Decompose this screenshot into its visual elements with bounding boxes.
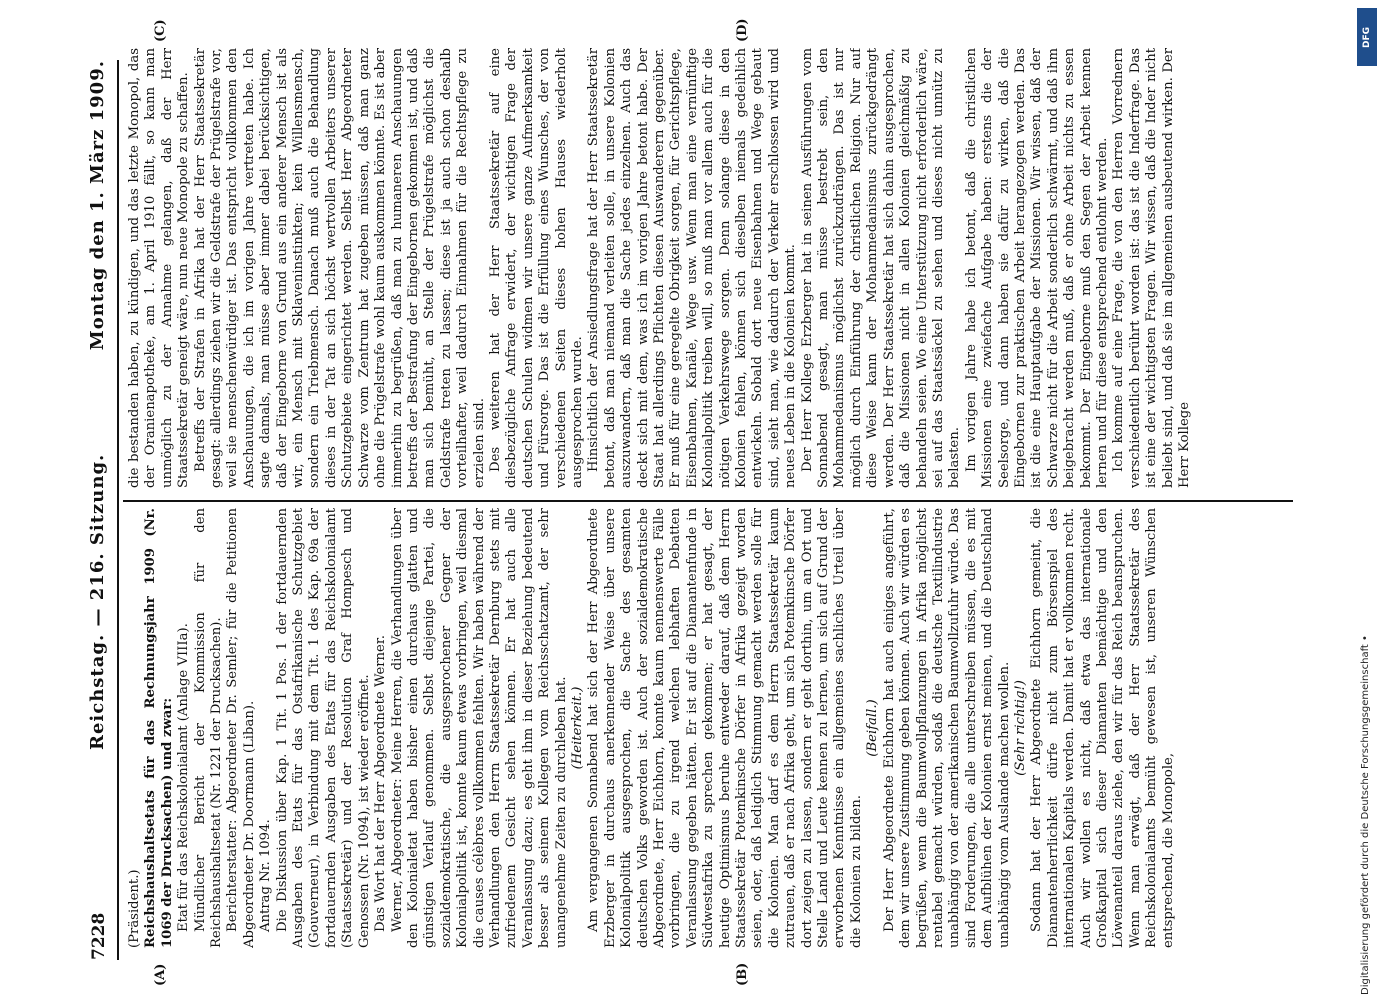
paragraph: Reichshaushaltsetats für das Rechnungsjahr 1909 (Nr. 1069 der Drucksachen) und zwar: <box>143 508 175 948</box>
paragraph: Das Wort hat der Herr Abgeordnete Werner. <box>373 635 389 932</box>
paragraph: Im vorigen Jahre habe ich betont, daß die christlichen Missionen eine zwiefache Aufgabe haben: erstens die der Seelsorge, und dann haben sie dafür zu wirken, daß die Eingebornen zur praktischen Arbeit herangezogen werden. Das ist die eine Hauptaufgabe der Missionen. Wir wissen, daß der Schwarze nicht für die Arbeit sonderlich schwärmt, und daß ihm beigebracht werden muß, daß er ohne Arbeit nichts zu essen bekommt. Der Eingeborne muß den Segen der Arbeit kennen lernen und für diese entsprechend entlohnt werden. <box>963 48 1110 488</box>
header-rule <box>117 60 119 960</box>
right-column <box>127 48 1297 488</box>
document-page <box>45 0 1345 1000</box>
margin-mark-d: (D) <box>735 18 750 42</box>
paragraph: Hinsichtlich der Ansiedlungsfrage hat der Herr Staatssekretär betont, daß man niemand verleiten solle, in unsere Kolonien auszuwandern, daß man die Sache jedes einzelnen. Auch das deckt sich mit dem, was ich im vorigen Jahre betont habe. Der Staat hat allerdings Pflichten diesen Auswanderern gegenüber. Er muß für eine geregelte Obrigkeit sorgen, für Gerichtspflege, Eisenbahnen, Kanäle, Wege usw. Wenn man eine vernünftige Kolonialpolitik treiben will, so muß man vor allem auch für die nötigen Verkehrswege sorgen. Denn solange diese in den Kolonien fehlen, können sich dieselben niemals gedeihlich entwickeln. Sobald dort neue Eisenbahnen und Wege gebaut sind, sieht man, wie dadurch der Verkehr erschlossen wird und neues Leben in die Kolonien kommt. <box>586 48 799 488</box>
dfg-logo: DFG <box>1357 8 1377 66</box>
paragraph: Am vergangenen Sonnabend hat sich der Herr Abgeordnete Erzberger in durchaus anerkennender Weise über unsere Kolonialpolitik ausgesprochen, die Sache des gesamten deutschen Volks geworden ist. Auch der sozialdemokratische Abgeordnete, Herr Eichhorn, konnte kaum nennenswerte Fälle vorbringen, die zu irgend welchen lebhaften Debatten Veranlassung gegeben hätten. Er ist auf die Diamantenfunde in Südwestafrika zu sprechen gekommen; er hat gesagt, der heutige Optimismus beruhe entweder darauf, daß dem Herrn Staatssekretär Potemkinsche Dörfer in Afrika gezeigt worden seien, oder, daß lediglich Stimmung gemacht werden solle für die Kolonien. Man darf es dem Herrn Staatssekretär kaum zutrauen, daß er nach Afrika geht, um sich Potemkinsche Dörfer dort zeigen zu lassen, sondern er geht dorthin, um an Ort und Stelle Land und Leute kennen zu lernen, um sich auf Grund der erworbenen Kenntnisse ein allgemeines sachliches Urteil über die Kolonien zu bilden. <box>586 508 864 948</box>
paragraph: Sodann hat der Herr Abgeordnete Eichhorn gemeint, die Diamantenherrlichkeit dürfe nicht zum Börsenspiel des internationalen Kapitals werden. Damit hat er vollkommen recht. Auch wir wollen es nicht, daß etwa das internationale Großkapital sich dieser Diamanten bemächtige und den Löwenanteil daraus ziehe, den wir für das Reich beanspruchen. Wenn man erwägt, daß der Herr Staatssekretär des Reichskolonialamts bemüht gewesen ist, unseren Wünschen entsprechend, die Monopole, <box>1029 508 1176 948</box>
running-header <box>85 60 115 960</box>
margin-mark-a: (A) <box>153 963 168 986</box>
paragraph: Mündlicher Bericht der Kommission für den Reichshaushaltsetat (Nr. 1221 der Drucksachen). <box>192 508 225 948</box>
paragraph: Die Diskussion über Kap. 1 Tit. 1 Pos. 1 der fortdauernden Ausgaben des Etats für das Ostafrikanische Schutzgebiet (Gouverneur), in Verbindung mit dem Tit. 1 des Kap. 69a der fortdauernden Ausgaben des Etats für das Reichskolonialamt (Staatssekretär) und der Resolution Graf Hompesch und Genossen (Nr. 1094), ist wieder eröffnet. <box>274 508 372 948</box>
paragraph: Der Herr Abgeordnete Eichhorn hat auch einiges angeführt, dem wir unsere Zustimmung geben können. Auch wir würden es begrüßen, wenn die Baumwollpflanzungen in Afrika möglichst rentabel gemacht würden, sodaß die deutsche Textilindustrie unabhängig von der amerikanischen Baumwollzufuhr würde. Das sind Forderungen, die alle unterschreiben müssen, die es mit dem Aufblühen der Kolonien ernst meinen, und die Deutschland unabhängig vom Auslande machen wollen. <box>881 508 1012 948</box>
paragraph: Etat für das Reichskolonialamt (Anlage VIIIa). <box>176 623 192 932</box>
paragraph: Ich komme auf eine Frage, die von den Herren Vorrednern verschiedentlich berührt worden ist: das ist die Inderfrage. Das ist eine der wichtigsten Fragen. Wir wissen, daß die Inder nicht beliebt sind, und daß sie im allgemeinen ausbeutend wirken. Der Herr Kollege <box>1111 48 1192 488</box>
digitization-credit: Digitalisierung gefördert durch die Deutsche Forschungsgemeinschaft • <box>1360 635 1371 995</box>
speaker-tag: (Präsident.) <box>127 869 142 948</box>
page-number: 7228 <box>89 912 109 960</box>
paragraph: Berichterstatter: Abgeordneter Dr. Semler; für die Petitionen Abgeordneter Dr. Doormann (Liban). <box>225 508 257 948</box>
session-date: Montag den 1. März 1909. <box>87 60 108 351</box>
interjection: (Sehr richtig!) <box>1012 680 1028 776</box>
margin-mark-c: (C) <box>153 19 168 42</box>
left-column <box>127 508 1297 948</box>
paragraph: die bestanden haben, zu kündigen, und das letzte Monopol, das der Oranienapotheke, am 1. April 1910 fällt, so kann man unmöglich zu der Annahme gelangen, daß der Herr Staatssekretär geneigt wäre, nun neue Monopole zu schaffen. <box>127 48 192 488</box>
page-title: Reichstag. — 216. Sitzung. <box>87 453 108 750</box>
paragraph: Antrag Nr. 1094. <box>258 819 274 932</box>
paragraph: Betreffs der Strafen in Afrika hat der Herr Staatssekretär gesagt: allerdings ziehen wir die Geldstrafe der Prügelstrafe vor, weil sie menschenwürdiger ist. Das entspricht vollkommen den Anschauungen, die ich im vorigen Jahre vertreten habe. Ich sagte damals, man müsse aber immer dabei berücksichtigen, daß der Eingeborne von Grund aus ein anderer Mensch ist als wir, ein Mensch mit Sklaveninstinkten; kein Willensmensch, sondern ein Triebmensch. Danach muß auch die Behandlung dieses in der Tat an sich höchst wertvollen Arbeiters unserer Schutzgebiete eingerichtet werden. Selbst Herr Abgeordneter Schwarze vom Zentrum hat zugeben müssen, daß man ganz ohne die Prügelstrafe wohl kaum auskommen könnte. Es ist aber immerhin zu begrüßen, daß man zu humaneren Anschauungen betreffs der Bestrafung der Eingebornen gekommen ist, und daß man sich bemüht, an Stelle der Prügelstrafe möglichst die Geldstrafe treten zu lassen; diese ist ja auch schon deshalb vorteilhafter, weil dadurch Einnahmen für die Rechtspflege zu erzielen sind. <box>192 48 487 488</box>
paragraph: Des weiteren hat der Herr Staatssekretär auf eine diesbezügliche Anfrage erwidert, der wichtigen Frage der deutschen Schulen widmen wir unsere ganze Aufmerksamkeit und Fürsorge. Das ist die Erfüllung eines Wunsches, der von verschiedenen Seiten dieses hohen Hauses wiederholt ausgesprochen wurde. <box>487 48 585 488</box>
interjection: (Beifall.) <box>865 699 881 757</box>
interjection: (Heiterkeit.) <box>569 686 585 770</box>
margin-mark-b: (B) <box>735 962 750 986</box>
paragraph: Werner, Abgeordneter: Meine Herren, die Verhandlungen über den Kolonialetat haben bisher einen durchaus glatten und günstigen Verlauf genommen. Selbst diejenige Partei, die sozialdemokratische, die ausgesprochener Gegner der Kolonialpolitik ist, konnte kaum etwas vorbringen, weil diesmal die causes célèbres vollkommen fehlten. Wir haben während der Verhandlungen den Herrn Staatssekretär Dernburg stets mit zufriedenem Gesicht sehen können. Er hat auch alle Veranlassung dazu; es geht ihm in dieser Beziehung bedeutend besser als seinem Kollegen vom Reichsschatzamt, der sehr unangenehme Zeiten zu durchleben hat. <box>389 508 569 948</box>
paragraph: Der Herr Kollege Erzberger hat in seinen Ausführungen vom Sonnabend gesagt, man müsse bestrebt sein, den Mohammedanismus möglichst zurückzudrängen. Das ist nur möglich durch Einführung der christlichen Religion. Nur auf diese Weise kann der Mohammedanismus zurückgedrängt werden. Der Herr Staatssekretär hat sich dahin ausgesprochen, daß die Missionen nicht in allen Kolonien gleichmäßig zu behandeln seien. Wo eine Unterstützung nicht erforderlich wäre, sei auf das Staatssäckel zu sehen und dieses nicht unnütz zu belasten. <box>799 48 963 488</box>
column-divider <box>123 500 1293 502</box>
